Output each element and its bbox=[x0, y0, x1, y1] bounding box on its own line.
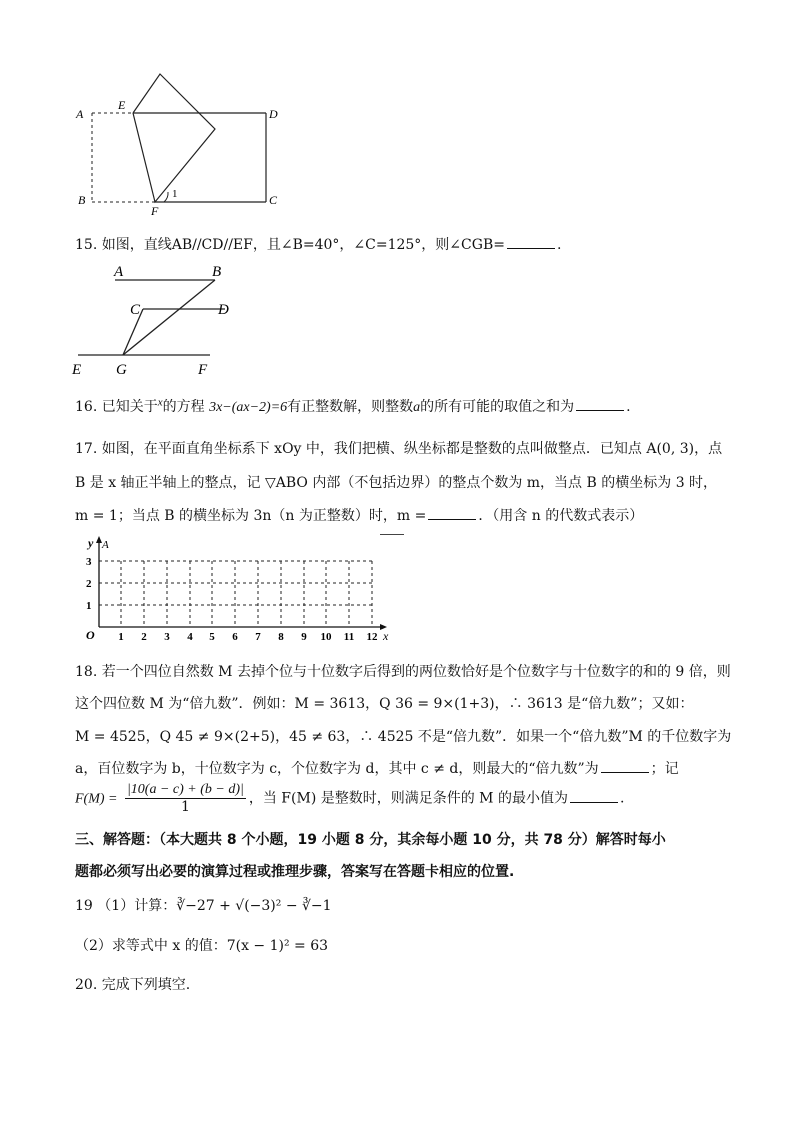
label-B: B bbox=[212, 264, 222, 280]
question-19-part-2: （2）求等式中 x 的值：7(x − 1)² = 63 bbox=[75, 938, 329, 954]
answer-blank[interactable] bbox=[507, 236, 555, 249]
question-18-line-1: 18. 若一个四位自然数 M 去掉个位与十位数字后得到的两位数恰好是个位数字与十位数字的和的 9 倍，则 bbox=[75, 664, 731, 680]
x-tick: 11 bbox=[343, 631, 355, 643]
answer-blank[interactable] bbox=[601, 760, 649, 773]
axis-x-label: x bbox=[383, 629, 389, 643]
x-tick: 12 bbox=[366, 631, 378, 643]
axis-y-label: y bbox=[88, 536, 94, 550]
answer-blank[interactable] bbox=[570, 790, 618, 803]
question-17-line-1: 17. 如图，在平面直角坐标系下 xOy 中，我们把横、纵坐标都是整数的点叫做整点．已知点 A(0, 3)，点 bbox=[75, 441, 723, 457]
parallel-lines-figure bbox=[70, 260, 250, 380]
x-tick: 1 bbox=[118, 631, 124, 643]
x-tick: 4 bbox=[187, 631, 193, 643]
x-tick: 9 bbox=[301, 631, 307, 643]
label-D: D bbox=[269, 107, 278, 121]
fraction: $\frac{|10(a - c) + (b - d)|}{1}$ bbox=[126, 782, 244, 815]
label-A: A bbox=[76, 107, 84, 121]
x-tick: 10 bbox=[320, 631, 332, 643]
x-tick: 5 bbox=[209, 631, 215, 643]
question-17-line-3: m = 1；当点 B 的横坐标为 3n（n 为正整数）时，m = ．（用含 n 的代数式表示） bbox=[75, 508, 644, 524]
question-18-line-5: F(M) = $\frac{|10(a - c) + (b - d)|}{1}$ ，当 F(M) 是整数时，则满足条件的 M 的最小值为 . bbox=[75, 782, 625, 815]
question-18-line-3: M = 4525，Q 45 ≠ 9×(2+5)，45 ≠ 63，∴ 4525 不是“倍九数”．如果一个“倍九数”M 的千位数字为 bbox=[75, 729, 732, 745]
x-tick: 3 bbox=[164, 631, 170, 643]
origin-label: O bbox=[86, 628, 95, 642]
label-C: C bbox=[269, 193, 278, 207]
x-tick: 7 bbox=[255, 631, 261, 643]
section-3-heading-line-2: 题都必须写出必要的演算过程或推理步骤，答案写在答题卡相应的位置. bbox=[75, 864, 515, 880]
y-tick: 3 bbox=[86, 556, 92, 568]
label-E: E bbox=[118, 98, 126, 112]
question-17-line-2: B 是 x 轴正半轴上的整点，记 ▽ABO 内部（不包括边界）的整点个数为 m，当点 B 的横坐标为 3 时， bbox=[75, 475, 718, 491]
label-D: D bbox=[218, 302, 229, 318]
label-A: A bbox=[114, 264, 124, 280]
answer-blank[interactable] bbox=[576, 398, 624, 411]
label-angle-1: 1 bbox=[172, 188, 178, 200]
x-tick: 8 bbox=[278, 631, 284, 643]
point-A-label: A bbox=[102, 539, 109, 551]
x-tick: 6 bbox=[232, 631, 238, 643]
label-E: E bbox=[72, 362, 82, 378]
label-C: C bbox=[130, 302, 141, 318]
section-3-heading-line-1: 三、解答题：（本大题共 8 个小题，19 小题 8 分，其余每小题 10 分，共 78 分）解答时每小 bbox=[75, 832, 666, 848]
fold-figure bbox=[70, 66, 300, 216]
y-tick: 1 bbox=[86, 600, 92, 612]
label-G: G bbox=[116, 362, 127, 378]
y-tick: 2 bbox=[86, 578, 92, 590]
question-16: 16. 已知关于$^x$的方程 3x−(ax−2)=6有正整数解，则整数a的所有可能的取值之和为 . bbox=[75, 396, 631, 415]
integer-grid-figure bbox=[76, 535, 396, 647]
label-B: B bbox=[78, 193, 86, 207]
question-18-line-4: a，百位数字为 b，十位数字为 c，个位数字为 d，其中 c ≠ d，则最大的“倍九数”为 ；记 bbox=[75, 761, 679, 777]
question-19-part-1: 19 （1）计算：∛−27 + √(−3)² − ∛−1 bbox=[75, 898, 332, 914]
question-18-line-2: 这个四位数 M 为“倍九数”．例如：M = 3613，Q 36 = 9×(1+3)，∴ 3613 是“倍九数”；又如： bbox=[75, 696, 694, 712]
answer-blank[interactable] bbox=[428, 507, 476, 520]
question-15: 15. 如图，直线AB//CD//EF，且∠B=40°，∠C=125°，则∠CGB= . bbox=[75, 237, 562, 253]
label-F: F bbox=[198, 362, 208, 378]
label-F: F bbox=[151, 204, 159, 216]
x-tick: 2 bbox=[141, 631, 147, 643]
question-20: 20. 完成下列填空. bbox=[75, 977, 191, 993]
